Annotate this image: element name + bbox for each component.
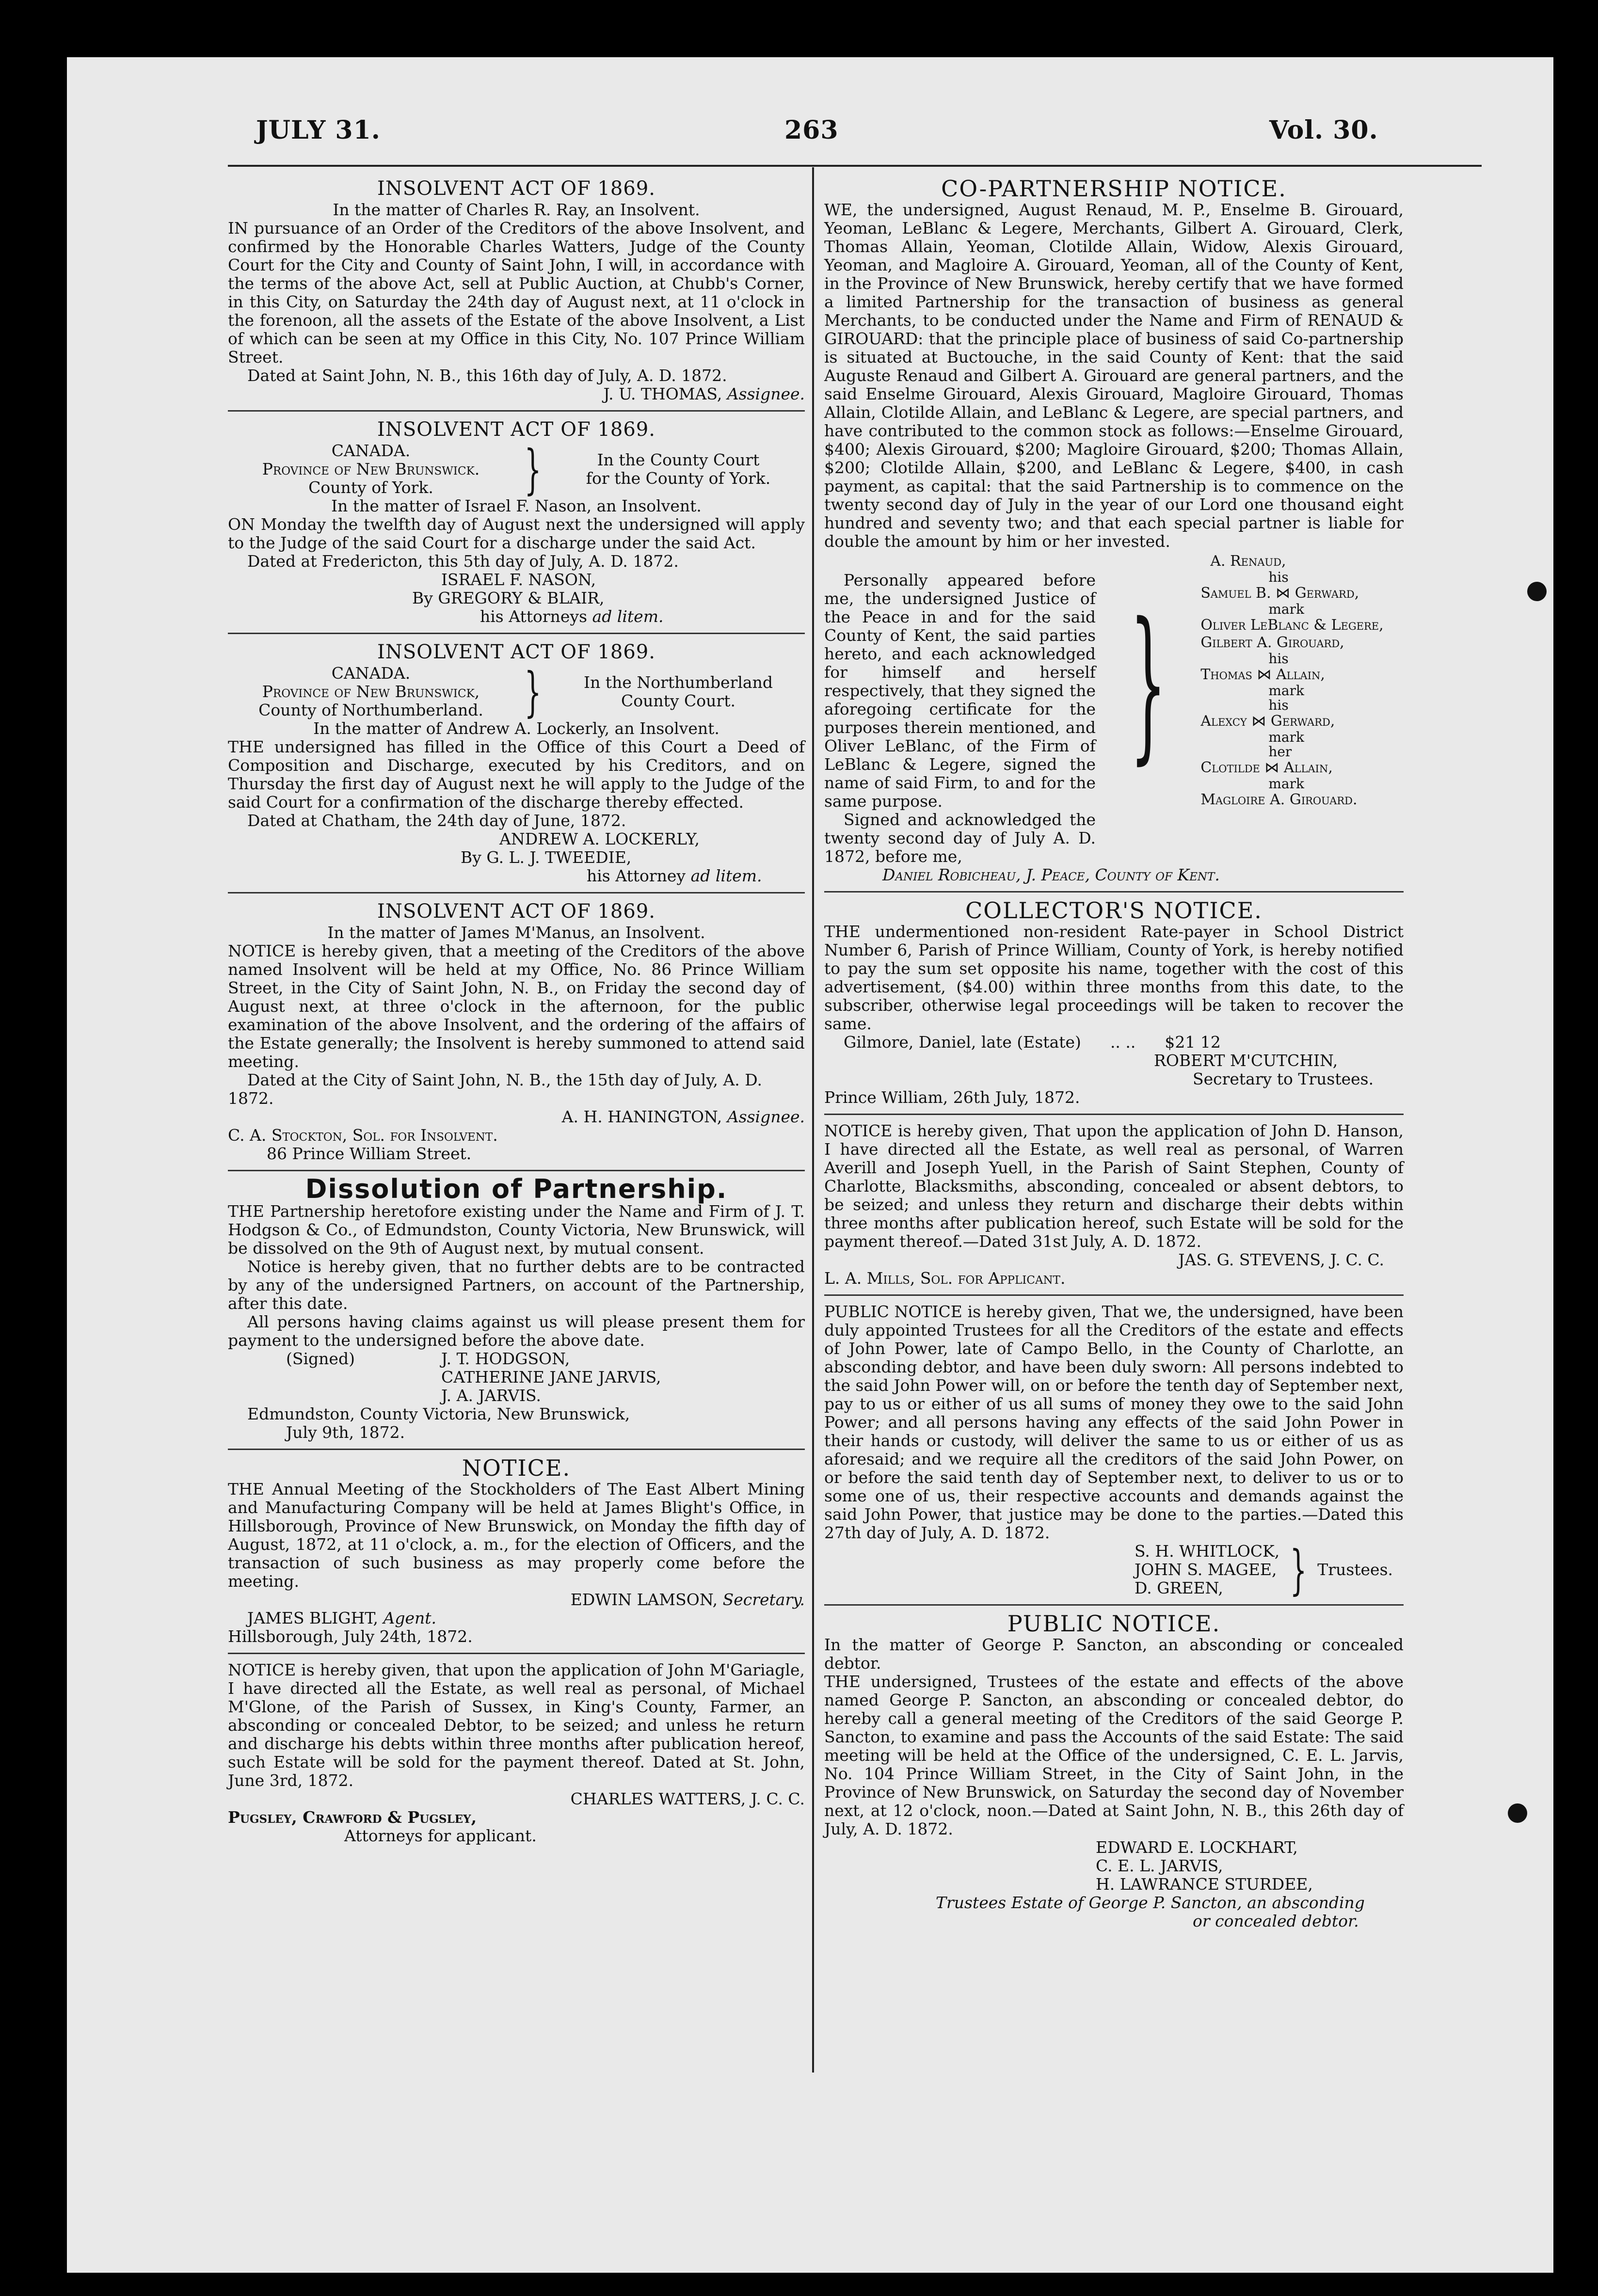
agent-role: Agent. bbox=[383, 1609, 437, 1627]
ink-blot bbox=[1527, 582, 1547, 601]
notice-signature bbox=[228, 385, 805, 403]
trustee-3: H. LAWRANCE STURDEE, bbox=[1096, 1875, 1313, 1894]
trustee-1: EDWARD E. LOCKHART, bbox=[1096, 1838, 1298, 1857]
acknowledgement bbox=[824, 553, 1096, 866]
judge-signature: CHARLES WATTERS, J. C. C. bbox=[570, 1789, 805, 1808]
right-column bbox=[824, 175, 1404, 1941]
notice-insolvent-ray bbox=[228, 175, 805, 412]
notice-body: ON Monday the twelfth day of August next the undersigned will apply to the Judge of the said Court for a discharge under the said Act. bbox=[228, 515, 805, 552]
court-line-2: County Court. bbox=[621, 691, 735, 710]
notice-body: THE undermentioned non-resident Rate-payer in School District Number 6, Parish of Prince William, County of York, is hereby notified to pay the sum set opposite his name, together with the cost of this advertisement, ($4.00) within three months from this date, to the subscriber, otherwise legal proceedings will be taken to recover the same. bbox=[824, 922, 1404, 1033]
sig-clotilde: Clotilde ⋈ Allain, bbox=[1200, 759, 1333, 776]
notice-title: Dissolution of Partnership. bbox=[305, 1174, 728, 1204]
sig-mark: mark bbox=[1268, 683, 1304, 699]
notice-body-2: Notice is hereby given, that no further debts are to be contracted by any of the undersigned Partners, on account of the Partnership, after this date. bbox=[228, 1257, 805, 1313]
notice-dated: Dated at Chatham, the 24th day of June, 1872. bbox=[247, 811, 626, 830]
acknowledgement-signed: Signed and acknowledged the twenty second day of July A. D. 1872, before me, bbox=[824, 810, 1096, 866]
sig-gerward: Samuel B. ⋈ Gerward, bbox=[1200, 585, 1359, 602]
sig-mark: mark bbox=[1268, 601, 1304, 617]
court-name bbox=[552, 673, 805, 710]
notice-date: Hillsborough, July 24th, 1872. bbox=[228, 1627, 473, 1646]
signer-list bbox=[441, 1350, 661, 1405]
court-name bbox=[552, 451, 805, 488]
sig-alexcy: Alexcy ⋈ Gerward, bbox=[1200, 713, 1335, 730]
province: Province of New Brunswick. bbox=[262, 460, 480, 478]
signer-1: J. T. HODGSON, bbox=[441, 1349, 570, 1368]
notice-matter: In the matter of Charles R. Ray, an Insolvent. bbox=[333, 200, 700, 219]
notice-dated: Dated at Saint John, N. B., this 16th day of July, A. D. 1872. bbox=[247, 366, 727, 385]
notice-title: NOTICE. bbox=[462, 1455, 571, 1481]
province: Province of New Brunswick, bbox=[262, 682, 480, 701]
signer-role: Assignee. bbox=[727, 384, 805, 403]
court-line-1: In the County Court bbox=[597, 450, 760, 469]
rate-entry bbox=[824, 1033, 1404, 1052]
notice-title: COLLECTOR'S NOTICE. bbox=[965, 897, 1262, 924]
signer-2: By G. L. J. TWEEDIE, bbox=[461, 848, 632, 867]
notice-body: PUBLIC NOTICE is hereby given, That we, the undersigned, have been duly appointed Trustees for all the Creditors of the estate and effects of John Power, late of Campo Bello, in the County of Charlotte, an absconding debtor, and have been duly sworn: All persons indebted to the said John Power will, on or before the tenth day of September next, pay to us or either of us all sums of money they owe to the said John Power; and all persons having any effects of the said John Power in their hands or custody, will deliver the same to us or either of us as aforesaid; and we require all the creditors of the said John Power, on or before the said tenth day of September next, to deliver to us or to some one of us, their respective accounts and demands against the said John Power, that justice may be done to the parties.—Dated this 27th day of July, A. D. 1872. bbox=[824, 1302, 1404, 1542]
country: CANADA. bbox=[331, 441, 411, 460]
notice-signature bbox=[228, 1108, 805, 1126]
notice-title: INSOLVENT ACT OF 1869. bbox=[377, 177, 655, 200]
sig-allain: Thomas ⋈ Allain, bbox=[1200, 666, 1325, 683]
signer-2: By GREGORY & BLAIR, bbox=[412, 589, 605, 607]
notice-co-partnership bbox=[824, 175, 1404, 893]
header-date: JULY 31. bbox=[256, 115, 381, 145]
notice-body: NOTICE is hereby given, That upon the application of John D. Hanson, I have directed all the Estate, as well real as personal, of Warren Averill and Joseph Yuell, in the Parish of Saint Stephen, County of Charlotte, Blacksmiths, absconding, concealed or absent debtors, to be seized; and unless they return and discharge their debts within three months after publication hereof, such Estate will be sold for the payment thereof.—Dated 31st July, A. D. 1872. bbox=[824, 1121, 1404, 1251]
notice-matter: In the matter of James M'Manus, an Insolvent. bbox=[327, 923, 705, 942]
judge-signature: JAS. G. STEVENS, J. C. C. bbox=[1178, 1250, 1384, 1269]
left-column bbox=[228, 175, 805, 1856]
sig-her: her bbox=[1268, 744, 1292, 760]
attorneys: Pugsley, Crawford & Pugsley, bbox=[228, 1808, 477, 1827]
partner-signatures bbox=[1200, 553, 1404, 809]
header-page-number: 263 bbox=[784, 115, 839, 145]
county: County of York. bbox=[308, 478, 433, 497]
notice-body: IN pursuance of an Order of the Creditors of the above Insolvent, and confirmed by the Honorable Charles Watters, Judge of the County Court for the City and County of Saint John, I will, in accordance with the terms of the above Act, sell at Public Auction, at Chubb's Corner, in this City, on Saturday the 24th day of August next, at 11 o'clock in the forenoon, all the assets of the Estate of the above Insolvent, a List of which can be seen at my Office in this City, No. 107 Prince William Street. bbox=[228, 219, 805, 367]
court-heading bbox=[228, 438, 805, 500]
notice-insolvent-nason bbox=[228, 415, 805, 634]
notice-title: CO-PARTNERSHIP NOTICE. bbox=[941, 175, 1287, 202]
signatures bbox=[228, 1350, 805, 1405]
notice-matter: In the matter of Andrew A. Lockerly, an Insolvent. bbox=[313, 719, 719, 738]
secretary-name: EDWIN LAMSON, bbox=[570, 1590, 718, 1609]
solicitor: L. A. Mills, Sol. for Applicant. bbox=[824, 1269, 1066, 1288]
column-divider bbox=[812, 167, 814, 2073]
trustee-2: JOHN S. MAGEE, bbox=[1135, 1560, 1277, 1579]
trustee-1: S. H. WHITLOCK, bbox=[1135, 1542, 1280, 1561]
signer-3-latin: ad litem. bbox=[592, 607, 664, 626]
signer-3-text: his Attorney bbox=[587, 866, 686, 885]
sig-renaud: A. Renaud, bbox=[1210, 553, 1286, 570]
notice-place: Edmundston, County Victoria, New Brunswick, bbox=[247, 1404, 630, 1423]
sig-mark: mark bbox=[1268, 776, 1304, 792]
signer-3: J. A. JARVIS. bbox=[441, 1386, 541, 1405]
country: CANADA. bbox=[331, 664, 411, 683]
trustee-list bbox=[1135, 1542, 1279, 1597]
rate-payer: Gilmore, Daniel, late (Estate) bbox=[844, 1033, 1081, 1052]
notice-body: WE, the undersigned, August Renaud, M. P., Enselme B. Girouard, Yeoman, LeBlanc & Legere, Merchants, Gilbert A. Girouard, Clerk, Thomas Allain, Yeoman, Clotilde Allain, Widow, Alexis Girouard, Yeoman, and Magloire A. Girouard, Yeoman, all of the County of Kent, in the Province of New Brunswick, hereby certify that we have formed a limited Partnership for the transaction of business as general Merchants, to be conducted under the Name and Firm of RENAUD & GIROUARD: that the principle place of business of said Co-partnership is situated at Buctouche, in the said County of Kent: that the said Auguste Renaud and Gilbert A. Girouard are general partners, and the said Enselme Girouard, Alexis Girouard, Magloire Girouard, Thomas Allain, Clotilde Allain, and LeBlanc & Legere, are special partners, and have contributed to the common stock as follows:—Enselme Girouard, $400; Alexis Girouard, $200; Magloire Girouard, $200; Thomas Allain, $200; Clotilde Allain, $200, and LeBlanc & Legere, $400, in cash payment, as capital: that the said Partnership is to commence on the twenty second day of July in the year of our Lord one thousand eight hundred and seventy two; and that each special partner is liable for double the amount by him or her invested. bbox=[824, 200, 1404, 551]
trustees-footer-2: or concealed debtor. bbox=[1193, 1912, 1359, 1930]
acknowledgement-block bbox=[824, 553, 1404, 866]
notice-body: THE Annual Meeting of the Stockholders of The East Albert Mining and Manufacturing Company will be held at James Blight's Office, in Hillsborough, Province of New Brunswick, on Monday the fifth day of August, 1872, at 11 o'clock, a. m., for the election of Officers, and the transaction of such business as may properly come before the meeting. bbox=[228, 1480, 805, 1591]
jurisdiction bbox=[228, 664, 514, 719]
solicitor: C. A. Stockton, Sol. for Insolvent. bbox=[228, 1126, 498, 1145]
notice-averill-estate bbox=[824, 1119, 1404, 1296]
jurisdiction bbox=[228, 442, 514, 497]
brace: } bbox=[1290, 1539, 1307, 1601]
rate-amount: $21 12 bbox=[1165, 1033, 1221, 1052]
notice-matter: In the matter of George P. Sancton, an absconding or concealed debtor. bbox=[824, 1635, 1404, 1673]
secretary-role: Secretary. bbox=[722, 1590, 805, 1609]
notice-power-trustees bbox=[824, 1300, 1404, 1606]
secretary bbox=[228, 1591, 805, 1609]
signer-name: J. U. THOMAS, bbox=[603, 384, 722, 403]
brace: } bbox=[1130, 588, 1167, 780]
trustee-2: C. E. L. JARVIS, bbox=[1096, 1856, 1223, 1875]
notice-body-3: All persons having claims against us will please present them for payment to the undersigned before the above date. bbox=[228, 1312, 805, 1350]
notice-collector bbox=[824, 896, 1404, 1115]
signer-role: Assignee. bbox=[727, 1107, 805, 1126]
notice-title: INSOLVENT ACT OF 1869. bbox=[377, 418, 655, 441]
trustee-3: D. GREEN, bbox=[1135, 1578, 1223, 1597]
solicitor-address: 86 Prince William Street. bbox=[267, 1144, 472, 1163]
notice-body: NOTICE is hereby given, that upon the application of John M'Gariagle, I have directed all the Estate, as well real as personal, of Michael M'Glone, of the Parish of Sussex, in King's County, Farmer, an absconding or concealed Debtor, to be seized; and unless he return and discharge his debts within three months after publication hereof, such Estate will be sold for the payment thereof. Dated at St. John, June 3rd, 1872. bbox=[228, 1660, 805, 1790]
notice-body-1: THE Partnership heretofore existing under the Name and Firm of J. T. Hodgson & Co., of Edmundston, County Victoria, New Brunswick, will be dissolved on the 9th of August next, by mutual consent. bbox=[228, 1202, 805, 1258]
county: County of Northumberland. bbox=[258, 701, 483, 719]
header-rule bbox=[228, 165, 1482, 167]
ink-blot bbox=[1508, 1803, 1527, 1823]
signer-1: ANDREW A. LOCKERLY, bbox=[499, 829, 700, 848]
notice-body: THE undersigned, Trustees of the estate and effects of the above named George P. Sancton, an absconding or concealed debtor, do hereby call a general meeting of the Creditors of the said George P. Sancton, to examine and pass the Accounts of the said Estate: The said meeting will be held at the Office of the undersigned, C. E. L. Jarvis, No. 104 Prince William Street, in the City of Saint John, in the Province of New Brunswick, on Saturday the second day of November next, at 12 o'clock, noon.—Dated at Saint John, N. B., this 26th day of July, A. D. 1872. bbox=[824, 1672, 1404, 1838]
court-line-1: In the Northumberland bbox=[584, 673, 773, 692]
collector-name: ROBERT M'CUTCHIN, bbox=[1154, 1051, 1338, 1070]
notice-matter: In the matter of Israel F. Nason, an Insolvent. bbox=[331, 496, 702, 515]
signed-label: (Signed) bbox=[286, 1349, 355, 1368]
brace: } bbox=[524, 661, 542, 723]
notice-insolvent-mmanus bbox=[228, 897, 805, 1171]
notice-body: NOTICE is hereby given, that a meeting of the Creditors of the above named Insolvent will be held at my Office, No. 86 Prince William Street, in the City of Saint John, N. B., on Friday the second day of August next, at three o'clock in the afternoon, for the public examination of the above Insolvent, and the ordering of the affairs of the Estate generally; the Insolvent is hereby summoned to attend said meeting. bbox=[228, 941, 805, 1071]
notice-title: PUBLIC NOTICE. bbox=[1007, 1610, 1221, 1637]
acknowledgement-text: Personally appeared before me, the undersigned Justice of the Peace in and for the said County of Kent, the said parties hereto, and each acknowledged for himself and herself respectively, that they signed the aforegoing certificate for the purposes therein mentioned, and Oliver LeBlanc, of the Firm of LeBlanc & Legere, signed the name of said Firm, to and for the same purpose. bbox=[824, 571, 1096, 811]
collector-role: Secretary to Trustees. bbox=[1193, 1069, 1374, 1088]
sig-gilbert: Gilbert A. Girouard, bbox=[1200, 634, 1344, 651]
sig-his: his bbox=[1268, 569, 1289, 585]
signer-3 bbox=[228, 867, 805, 885]
notice-annual-meeting bbox=[228, 1454, 805, 1654]
agent bbox=[228, 1609, 805, 1627]
attorneys-role: Attorneys for applicant. bbox=[344, 1826, 537, 1845]
trustees-role: Trustees. bbox=[1317, 1560, 1393, 1579]
signer-3 bbox=[228, 607, 805, 626]
sig-his: his bbox=[1268, 651, 1289, 667]
sig-his: his bbox=[1268, 697, 1289, 713]
agent-name: JAMES BLIGHT, bbox=[247, 1609, 379, 1627]
signer-1: ISRAEL F. NASON, bbox=[441, 570, 596, 589]
trustees-signature bbox=[824, 1539, 1404, 1601]
sig-mark: mark bbox=[1268, 729, 1304, 745]
brace: } bbox=[524, 438, 542, 500]
notice-body: THE undersigned has filled in the Office of this Court a Deed of Composition and Discharge, executed by his Creditors, and on Thursday the first day of August next he will apply to the Judge of the said Court for a confirmation of the discharge thereby effected. bbox=[228, 737, 805, 812]
notice-date: July 9th, 1872. bbox=[286, 1423, 405, 1442]
signer-name: A. H. HANINGTON, bbox=[561, 1107, 722, 1126]
leader-dots: .. .. bbox=[1110, 1033, 1136, 1052]
court-heading bbox=[228, 661, 805, 723]
notice-date: Prince William, 26th July, 1872. bbox=[824, 1088, 1080, 1107]
justice-signature: Daniel Robicheau, J. Peace, County of Kent. bbox=[882, 865, 1220, 884]
notice-mglone-estate bbox=[228, 1658, 805, 1852]
signer-3-latin: ad litem. bbox=[690, 866, 762, 885]
notice-title: INSOLVENT ACT OF 1869. bbox=[377, 641, 655, 663]
notice-title: INSOLVENT ACT OF 1869. bbox=[377, 900, 655, 923]
notice-dissolution bbox=[228, 1175, 805, 1450]
notice-dated: Dated at Fredericton, this 5th day of July, A. D. 1872. bbox=[247, 552, 679, 571]
header-volume: Vol. 30. bbox=[1269, 115, 1378, 145]
notice-sancton-estate bbox=[824, 1610, 1404, 1937]
signer-2: CATHERINE JANE JARVIS, bbox=[441, 1368, 661, 1387]
trustees-footer-1: Trustees Estate of George P. Sancton, an absconding bbox=[936, 1893, 1365, 1912]
signer-3-text: his Attorneys bbox=[480, 607, 588, 626]
sig-leblanc: Oliver LeBlanc & Legere, bbox=[1200, 617, 1384, 634]
notice-insolvent-lockerly bbox=[228, 638, 805, 893]
court-line-2: for the County of York. bbox=[586, 469, 771, 488]
sig-magloire: Magloire A. Girouard. bbox=[1200, 791, 1358, 808]
notice-dated: Dated at the City of Saint John, N. B., the 15th day of July, A. D. 1872. bbox=[228, 1070, 763, 1108]
